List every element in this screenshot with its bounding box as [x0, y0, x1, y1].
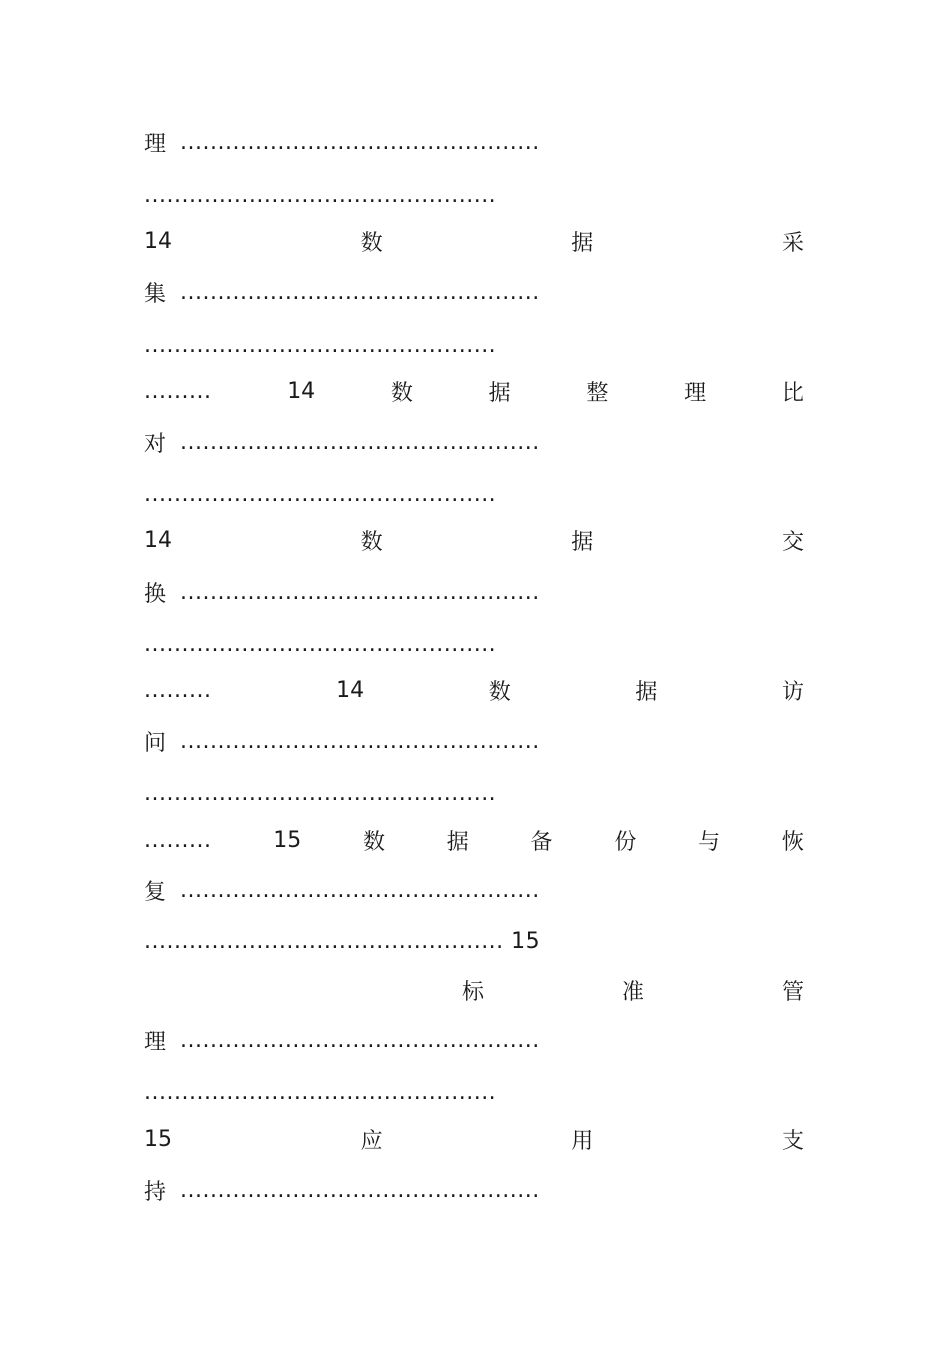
toc-leader-dots: ................................................ — [180, 429, 540, 455]
toc-line — [144, 180, 804, 210]
toc-text: 据 — [446, 829, 469, 855]
toc-line — [144, 525, 804, 555]
toc-line — [144, 1124, 804, 1154]
toc-text: 管 — [781, 979, 804, 1005]
toc-line — [144, 127, 804, 157]
toc-line — [144, 629, 804, 659]
toc-text: 复 — [144, 879, 167, 905]
toc-text: 换 — [144, 581, 167, 607]
toc-line — [144, 226, 804, 256]
toc-text: 应 — [360, 1128, 383, 1154]
toc-line — [144, 825, 804, 855]
toc-line — [144, 427, 804, 457]
toc-leader-dots: ......... — [144, 827, 212, 853]
toc-text: 与 — [698, 829, 721, 855]
toc-text: 用 — [571, 1128, 594, 1154]
toc-page-number: 14 — [287, 378, 316, 404]
toc-text: 集 — [144, 281, 167, 307]
toc-text: 问 — [144, 730, 167, 756]
toc-leader-dots: ................................................ — [180, 728, 540, 754]
toc-text: 交 — [781, 529, 804, 555]
toc-line — [144, 1175, 804, 1205]
toc-text: 备 — [530, 829, 553, 855]
toc-text: 对 — [144, 431, 167, 457]
toc-leader-dots: ................................................ — [180, 1027, 540, 1053]
toc-line — [144, 376, 804, 406]
toc-leader-dots: ......... — [144, 677, 212, 703]
toc-leader-dots: ............................................... — [144, 332, 497, 358]
toc-text: 准 — [621, 979, 644, 1005]
toc-text: 访 — [781, 679, 804, 705]
toc-text: 数 — [360, 230, 383, 256]
toc-text: 据 — [488, 380, 511, 406]
toc-page-number: 14 — [336, 677, 365, 703]
toc-page-number: 15 — [273, 827, 302, 853]
toc-text: 采 — [781, 230, 804, 256]
toc-text: 恢 — [781, 829, 804, 855]
toc-text: 整 — [586, 380, 609, 406]
toc-text: 数 — [488, 679, 511, 705]
toc-text: 据 — [635, 679, 658, 705]
toc-text: 支 — [781, 1128, 804, 1154]
toc-leader-dots: ................................................ — [180, 279, 540, 305]
toc-text: 比 — [781, 380, 804, 406]
toc-text: 数 — [362, 829, 385, 855]
toc-text: 理 — [684, 380, 707, 406]
toc-line — [144, 726, 804, 756]
toc-leader-dots: ............................................... — [144, 182, 497, 208]
toc-line — [144, 778, 804, 808]
toc-text: 份 — [614, 829, 637, 855]
toc-leader-dots: ................................................ — [180, 579, 540, 605]
toc-page-number: 14 — [144, 527, 172, 553]
toc-leader-dots-with-page: ................................................ 15 — [144, 928, 541, 954]
toc-page-number: 14 — [144, 228, 172, 254]
toc-line — [144, 875, 804, 905]
toc-text: 理 — [144, 131, 167, 157]
toc-leader-dots: ............................................... — [144, 780, 497, 806]
toc-line — [144, 479, 804, 509]
toc-leader-dots: ................................................ — [180, 1177, 540, 1203]
toc-text: 据 — [571, 230, 594, 256]
toc-page-number: 15 — [144, 1126, 172, 1152]
toc-text: 标 — [462, 979, 485, 1005]
toc-leader-dots: ................................................ — [180, 129, 540, 155]
toc-line — [144, 577, 804, 607]
toc-text: 数 — [390, 380, 413, 406]
toc-line — [144, 1025, 804, 1055]
toc-line — [144, 675, 804, 705]
toc-line — [144, 1077, 804, 1107]
toc-text: 数 — [360, 529, 383, 555]
toc-text: 理 — [144, 1029, 167, 1055]
toc-text: 持 — [144, 1179, 167, 1205]
toc-text: 据 — [571, 529, 594, 555]
toc-line — [144, 926, 804, 956]
toc-leader-dots: ............................................... — [144, 481, 497, 507]
toc-leader-dots: ................................................ — [180, 877, 540, 903]
toc-leader-dots: ............................................... — [144, 1079, 497, 1105]
toc-leader-dots: ......... — [144, 378, 212, 404]
toc-leader-dots: ............................................... — [144, 631, 497, 657]
toc-line — [144, 330, 804, 360]
toc-line — [144, 277, 804, 307]
toc-line — [462, 975, 804, 1005]
